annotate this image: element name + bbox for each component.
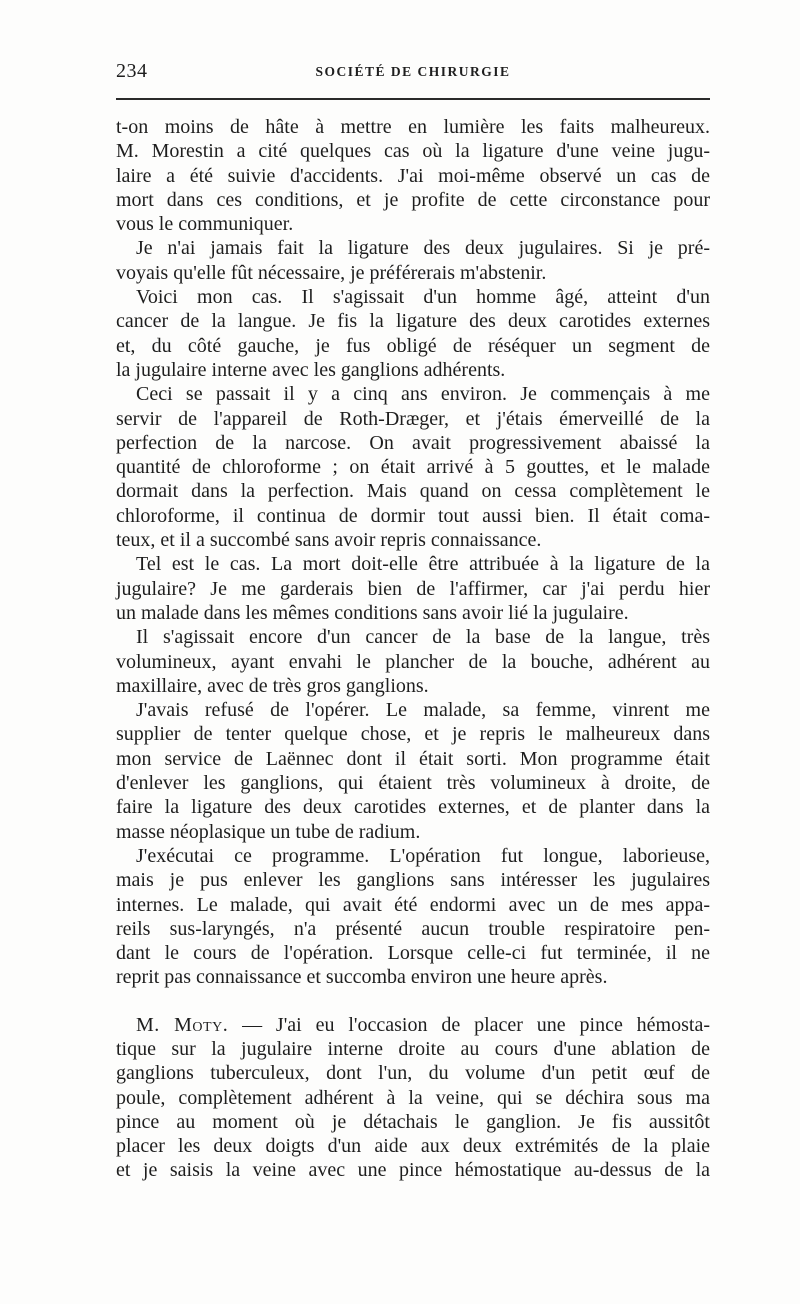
text-line: mais je pus enlever les ganglions sans intéresser les jugulaires — [116, 869, 710, 892]
text-line: tique sur la jugulaire interne droite au cours d'une ablation de — [116, 1037, 710, 1060]
running-head: SOCIÉTÉ DE CHIRURGIE — [315, 64, 511, 79]
section-gap — [116, 990, 710, 1013]
text-line: volumineux, ayant envahi le plancher de la bouche, adhérent au — [116, 650, 710, 673]
text-line: perfection de la narcose. On avait progressivement abaissé la — [116, 431, 710, 454]
text-line: maxillaire, avec de très gros ganglions. — [116, 674, 429, 697]
speaker-name: M. Moty. — [136, 1013, 229, 1036]
text-line: placer les deux doigts d'un aide aux deux extrémités de la plaie — [116, 1135, 710, 1158]
text-line: laire a été suivie d'accidents. J'ai moi-même observé un cas de — [116, 164, 710, 187]
text-line: jugulaire? Je me garderais bien de l'affirmer, car j'ai perdu hier — [116, 577, 710, 600]
page-header — [116, 60, 710, 88]
text-line: reils sus-laryngés, n'a présenté aucun trouble respiratoire pen- — [116, 917, 710, 940]
paragraph — [116, 115, 710, 236]
text-line: Il s'agissait encore d'un cancer de la base de la langue, très — [136, 626, 710, 649]
text-line: vous le communiquer. — [116, 213, 294, 236]
text-line: M. Morestin a cité quelques cas où la ligature d'une veine jugu- — [116, 140, 710, 163]
page-number: 234 — [116, 60, 148, 82]
text-line: internes. Le malade, qui avait été endormi avec un de mes appa- — [116, 893, 710, 916]
text-line: chloroforme, il continua de dormir tout aussi bien. Il était coma- — [116, 504, 710, 527]
text-line: faire la ligature des deux carotides externes, et de planter dans la — [116, 796, 710, 819]
text-line: mort dans ces conditions, et je profite de cette circonstance pour — [116, 188, 710, 211]
paragraph — [116, 844, 710, 990]
text-line: quantité de chloroforme ; on était arrivé à 5 gouttes, et le malade — [116, 456, 710, 479]
speaker-text: — J'ai eu l'occasion de placer une pince hémosta- — [242, 1013, 710, 1036]
header-rule — [116, 98, 710, 100]
body-text — [116, 115, 710, 1183]
paragraph — [116, 698, 710, 844]
text-line — [116, 1013, 710, 1037]
text-line: et, du côté gauche, je fus obligé de réséquer un segment de — [116, 334, 710, 357]
text-line: t-on moins de hâte à mettre en lumière les faits malheureux. — [116, 116, 710, 138]
text-line: mon service de Laënnec dont il était sorti. Mon programme était — [116, 747, 710, 770]
text-line: et je saisis la veine avec une pince hémostatique au-dessus de la — [116, 1159, 710, 1182]
text-line: la jugulaire interne avec les ganglions adhérents. — [116, 358, 506, 381]
text-line: d'enlever les ganglions, qui étaient très volumineux à droite, de — [116, 772, 710, 795]
text-line: reprit pas connaissance et succomba environ une heure après. — [116, 966, 608, 989]
paragraph — [116, 625, 710, 698]
text-line: un malade dans les mêmes conditions sans avoir lié la jugulaire. — [116, 601, 629, 624]
text-line: Ceci se passait il y a cinq ans environ. Je commençais à me — [136, 383, 710, 406]
text-line: cancer de la langue. Je fis la ligature des deux carotides externes — [116, 310, 710, 333]
text-line: J'avais refusé de l'opérer. Le malade, sa femme, vinrent me — [136, 699, 710, 722]
text-line: voyais qu'elle fût nécessaire, je préférerais m'abstenir. — [116, 261, 547, 284]
text-line: supplier de tenter quelque chose, et je repris le malheureux dans — [116, 723, 710, 746]
text-line: teux, et il a succombé sans avoir repris connaissance. — [116, 529, 542, 552]
text-line: dormait dans la perfection. Mais quand on cessa complètement le — [116, 480, 710, 503]
text-line: servir de l'appareil de Roth-Dræger, et j'étais émerveillé de la — [116, 407, 710, 430]
paragraph — [116, 382, 710, 552]
text-line: pince au moment où je détachais le ganglion. Je fis aussitôt — [116, 1110, 710, 1133]
text-line: Je n'ai jamais fait la ligature des deux jugulaires. Si je pré- — [136, 237, 710, 260]
text-line: J'exécutai ce programme. L'opération fut longue, laborieuse, — [136, 844, 710, 867]
paragraph — [116, 285, 710, 382]
text-line: Voici mon cas. Il s'agissait d'un homme âgé, atteint d'un — [136, 286, 710, 309]
text-line: Tel est le cas. La mort doit-elle être attribuée à la ligature de la — [136, 553, 710, 576]
text-line: dant le cours de l'opération. Lorsque celle-ci fut terminée, il ne — [116, 942, 710, 965]
text-line: masse néoplasique un tube de radium. — [116, 820, 421, 843]
speaker-paragraph — [116, 1013, 710, 1183]
paragraph — [116, 236, 710, 285]
text-line: poule, complètement adhérent à la veine, qui se déchira sous ma — [116, 1086, 710, 1109]
text-line: ganglions tuberculeux, dont l'un, du volume d'un petit œuf de — [116, 1062, 710, 1085]
paragraph — [116, 552, 710, 625]
